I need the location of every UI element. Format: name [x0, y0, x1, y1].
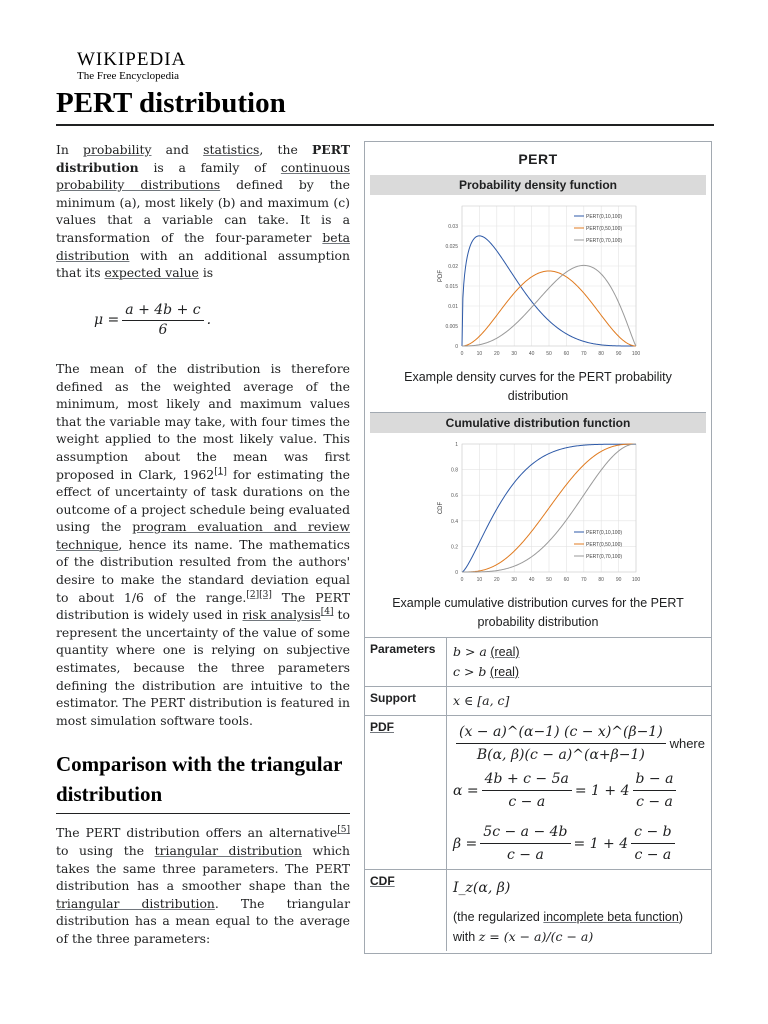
x-tick-label: 90	[615, 577, 622, 583]
y-tick-label: 0.4	[451, 518, 458, 525]
comparison-paragraph	[56, 824, 350, 947]
pdf-numerator: (x − a)^(α−1) (c − x)^(β−1)	[456, 722, 666, 744]
text: with an additional assumption that its	[56, 247, 350, 281]
x-tick-label: 50	[546, 351, 552, 357]
parameters-row	[365, 637, 711, 686]
legend-label: PERT(0,10,100)	[586, 530, 623, 536]
alpha-num2: b − a	[633, 769, 677, 791]
wikipedia-tagline: The Free Encyclopedia	[77, 70, 180, 82]
cdf-caption: Example cumulative distribution curves for the PERT probability distribution	[392, 596, 684, 629]
text: In	[56, 142, 84, 157]
legend-label: PERT(0,10,100)	[586, 214, 623, 220]
beta-formula	[453, 822, 705, 865]
reference-2[interactable]: [2]	[246, 589, 260, 600]
y-tick-label: 0	[455, 570, 458, 576]
y-tick-label: 0.6	[451, 493, 458, 500]
pdf-header: Probability density function	[370, 175, 706, 195]
x-tick-label: 40	[528, 577, 535, 583]
link-triangular-distribution[interactable]: triangular distribution	[154, 843, 302, 858]
reference-3[interactable]: [3]	[259, 589, 272, 600]
link-risk-analysis[interactable]: risk analysis	[242, 607, 321, 623]
text: for estimating the effect of uncertainty of task durations on the outcome of a project schedule being evaluated using the	[56, 466, 350, 535]
text: The PERT distribution is widely used in	[56, 589, 350, 623]
beta-den: c − a	[506, 847, 544, 863]
formula-denominator: 6	[158, 322, 168, 339]
y-tick-label: 0.8	[451, 467, 458, 474]
link-incomplete-beta[interactable]: incomplete beta function	[543, 910, 679, 924]
support-row	[365, 686, 711, 715]
title-divider	[56, 124, 714, 126]
param-b: b > a	[453, 644, 487, 659]
text: , hence its name. The mathematics of the distribution resulted from the authors' desire to make the standard deviation equal to about 1/6 of the range.	[56, 536, 350, 605]
link-continuous-distributions[interactable]: continuous probability distributions	[56, 159, 350, 193]
formula-fraction	[122, 302, 203, 340]
text: The mean of the distribution is therefore defined as the weighted average of the minimum, most likely and maximum values that the variable may take, with four times the weight applied to the most likely value. This assumption about the mean was first proposed in Clark, 1962	[56, 360, 350, 482]
link-real-2[interactable]: (real)	[489, 665, 520, 679]
x-tick-label: 80	[598, 351, 604, 357]
x-tick-label: 10	[476, 351, 483, 357]
x-tick-label: 20	[494, 351, 500, 357]
beta-frac2	[631, 822, 674, 865]
pdf-chart[interactable]	[432, 198, 644, 366]
pdf-denominator: B(α, β)(c − a)^(α+β−1)	[476, 747, 645, 763]
x-tick-label: 30	[511, 577, 517, 583]
link-real[interactable]: (real)	[490, 645, 520, 659]
link-beta-distribution[interactable]: beta distribution	[56, 229, 350, 263]
link-triangular-distribution-2[interactable]: triangular distribution	[56, 895, 215, 911]
text: ) with	[453, 910, 684, 944]
text: is a family of	[138, 159, 281, 175]
beta-mid: = 1 + 4	[573, 835, 629, 852]
x-tick-label: 60	[563, 351, 570, 357]
x-tick-label: 50	[546, 577, 552, 583]
alpha-formula	[453, 769, 705, 812]
formula-numerator: a + 4b + c	[122, 302, 203, 322]
beta-num2: c − b	[631, 822, 674, 844]
y-axis-label: CDF	[438, 501, 444, 515]
beta-frac	[480, 822, 570, 865]
history-paragraph	[56, 360, 350, 729]
x-tick-label: 80	[598, 577, 604, 583]
link-probability[interactable]: probability	[83, 142, 152, 157]
x-tick-label: 30	[511, 351, 517, 357]
formula-end: .	[206, 312, 212, 329]
x-tick-label: 100	[631, 351, 641, 357]
y-tick-label: 0.02	[448, 264, 458, 270]
x-tick-label: 20	[494, 577, 500, 583]
y-tick-label: 0.01	[448, 304, 458, 310]
link-pdf[interactable]: PDF	[370, 720, 394, 734]
y-tick-label: 0.025	[445, 244, 458, 250]
y-tick-label: 0.2	[451, 544, 458, 551]
beta-lhs: β =	[453, 835, 478, 852]
support-value: x ∈ [a, c]	[453, 693, 510, 708]
where-text: where	[669, 735, 705, 751]
x-tick-label: 0	[460, 577, 464, 583]
x-tick-label: 90	[615, 351, 622, 357]
text: which takes the same three parameters. The PERT distribution has a smoother shape than the	[56, 843, 350, 894]
alpha-num: 4b + c − 5a	[482, 769, 572, 791]
legend-label: PERT(0,70,100)	[586, 238, 623, 244]
reference-1[interactable]: [1]	[214, 466, 227, 477]
infobox	[364, 141, 712, 954]
legend-label: PERT(0,50,100)	[586, 542, 623, 548]
page-title: PERT distribution	[56, 87, 286, 119]
wikipedia-logo[interactable]	[77, 50, 186, 83]
cdf-note	[453, 908, 705, 947]
cdf-row	[365, 869, 711, 951]
text: . The triangular distribution has a mean equal to the average of the three parameters:	[56, 895, 350, 946]
legend-label: PERT(0,50,100)	[586, 226, 623, 232]
support-label[interactable]: Support	[365, 687, 447, 715]
y-tick-label: 0.015	[445, 284, 458, 290]
y-axis-label: PDF	[438, 270, 444, 282]
pdf-main-formula	[453, 722, 705, 765]
beta-num: 5c − a − 4b	[480, 822, 570, 844]
legend-label: PERT(0,70,100)	[586, 554, 623, 560]
x-tick-label: 60	[563, 577, 570, 583]
text: defined by the minimum (a), most likely (b) and maximum (c) values that a variable can take. It is a transformation of the four-parameter	[56, 177, 350, 245]
x-tick-label: 100	[631, 577, 641, 583]
parameters-label: Parameters	[365, 638, 447, 686]
y-tick-label: 0	[455, 344, 458, 350]
cdf-main-formula: I_z(α, β)	[453, 880, 511, 896]
x-tick-label: 40	[528, 351, 535, 357]
mean-formula	[94, 302, 350, 340]
text: The PERT distribution offers an alternative	[56, 825, 338, 841]
text: is	[198, 265, 214, 281]
beta-den2: c − a	[634, 847, 672, 863]
bold-term: PERT distribution	[56, 142, 350, 175]
param-c: c > b	[453, 664, 487, 679]
alpha-frac2	[633, 769, 677, 812]
text: and	[151, 142, 204, 157]
cdf-chart[interactable]	[432, 436, 644, 592]
alpha-frac	[482, 769, 572, 812]
parameters-value	[447, 638, 711, 686]
pdf-label	[365, 716, 447, 869]
link-statistics[interactable]: statistics	[203, 142, 260, 157]
x-tick-label: 70	[581, 351, 587, 357]
article-body	[56, 141, 350, 948]
cdf-label	[365, 870, 447, 951]
pdf-value	[447, 716, 711, 869]
alpha-mid: = 1 + 4	[574, 782, 630, 799]
x-tick-label: 0	[460, 351, 464, 357]
cdf-z-formula: z = (x − a)/(c − a)	[478, 929, 594, 944]
y-tick-label: 1	[455, 442, 458, 448]
y-tick-label: 0.03	[448, 224, 458, 230]
reference-4[interactable]: [4]	[320, 607, 334, 618]
reference-5[interactable]: [5]	[337, 825, 350, 836]
x-tick-label: 70	[581, 577, 587, 583]
text: to represent the uncertainty of the value of some quantity where one is relying on subjective estimates, because the three parameters defining the distribution are intuitive to the estimator. The PERT distribution is featured in most simulation software tools.	[56, 607, 350, 728]
link-expected-value[interactable]: expected value	[104, 265, 199, 281]
alpha-den2: c − a	[636, 794, 673, 810]
x-tick-label: 10	[476, 577, 483, 583]
intro-paragraph	[56, 141, 350, 282]
pdf-row	[365, 715, 711, 869]
text: , the	[259, 142, 312, 157]
alpha-lhs: α =	[453, 782, 479, 799]
text: (the regularized	[453, 910, 544, 924]
cdf-value	[447, 870, 711, 951]
infobox-title: PERT	[518, 151, 558, 167]
section-heading-comparison: Comparison with the triangular distribution	[56, 749, 350, 814]
pdf-fraction	[456, 722, 666, 765]
formula-lhs: μ =	[94, 312, 120, 329]
text: to using the	[56, 843, 155, 858]
cdf-header: Cumulative distribution function	[370, 412, 706, 433]
link-cdf[interactable]: CDF	[370, 874, 395, 888]
wikipedia-wordmark: WIKIPEDIA	[77, 49, 187, 70]
pdf-caption: Example density curves for the PERT probability distribution	[404, 370, 672, 403]
link-pert-technique[interactable]: program evaluation and review technique	[56, 519, 351, 552]
alpha-den: c − a	[508, 794, 546, 810]
y-tick-label: 0.005	[445, 324, 458, 330]
